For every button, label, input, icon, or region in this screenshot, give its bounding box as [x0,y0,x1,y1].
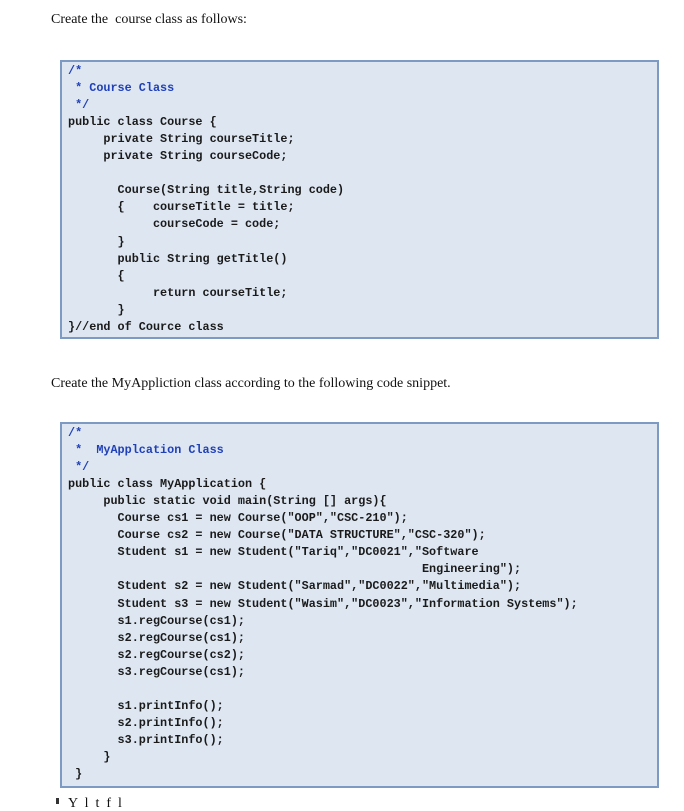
code-line: s3.printInfo(); [68,732,224,747]
code-comment-line: * Course Class [68,81,175,96]
code-line: { courseTitle = title; [68,200,295,215]
code-line: Student s1 = new Student("Tariq","DC0021","Software [68,545,479,560]
code-line: s1.regCourse(cs1); [68,613,245,628]
code-line: s3.regCourse(cs1); [68,664,245,679]
code-line: public String getTitle() [68,251,288,266]
code-line: Student s2 = new Student("Sarmad","DC0022","Multimedia"); [68,579,522,594]
code-line: Course cs1 = new Course("OOP","CSC-210"); [68,511,408,526]
code-line: Course cs2 = new Course("DATA STRUCTURE","CSC-320"); [68,528,486,543]
code-line: Course(String title,String code) [68,183,345,198]
code-line: }//end of Cource class [68,319,224,334]
code-comment-line: */ [68,460,90,475]
code-line: private String courseCode; [68,149,288,164]
section-marker [56,798,59,804]
code-line: Student s3 = new Student("Wasim","DC0023","Information Systems"); [68,596,578,611]
code-line: Engineering"); [68,562,522,577]
code-line: s1.printInfo(); [68,698,224,713]
code-comment-line: /* [68,64,83,78]
code-comment-line: /* [68,426,83,440]
code-line: public class Course { [68,115,217,130]
course-class-code-block [60,60,659,339]
intro-paragraph-course: Create the course class as follows: [51,12,247,27]
code-line: { [68,268,125,283]
truncated-next-paragraph: Y l t f l [68,796,122,811]
code-line: public class MyApplication { [68,477,267,492]
code-comment-line: * MyApplcation Class [68,443,224,458]
myapplication-class-code-block [60,422,659,788]
code-line: s2.regCourse(cs1); [68,630,245,645]
code-line: s2.printInfo(); [68,715,224,730]
code-line: return courseTitle; [68,285,288,300]
code-line: courseCode = code; [68,217,281,232]
intro-paragraph-myapplication: Create the MyAppliction class according to the following code snippet. [51,376,451,391]
code-comment-line: */ [68,98,90,113]
code-line: } [68,302,125,317]
code-line: private String courseTitle; [68,132,295,147]
code-line: } [68,749,111,764]
code-line: } [68,234,125,249]
code-line: } [68,767,83,781]
code-line: s2.regCourse(cs2); [68,647,245,662]
code-line: public static void main(String [] args){ [68,494,387,509]
